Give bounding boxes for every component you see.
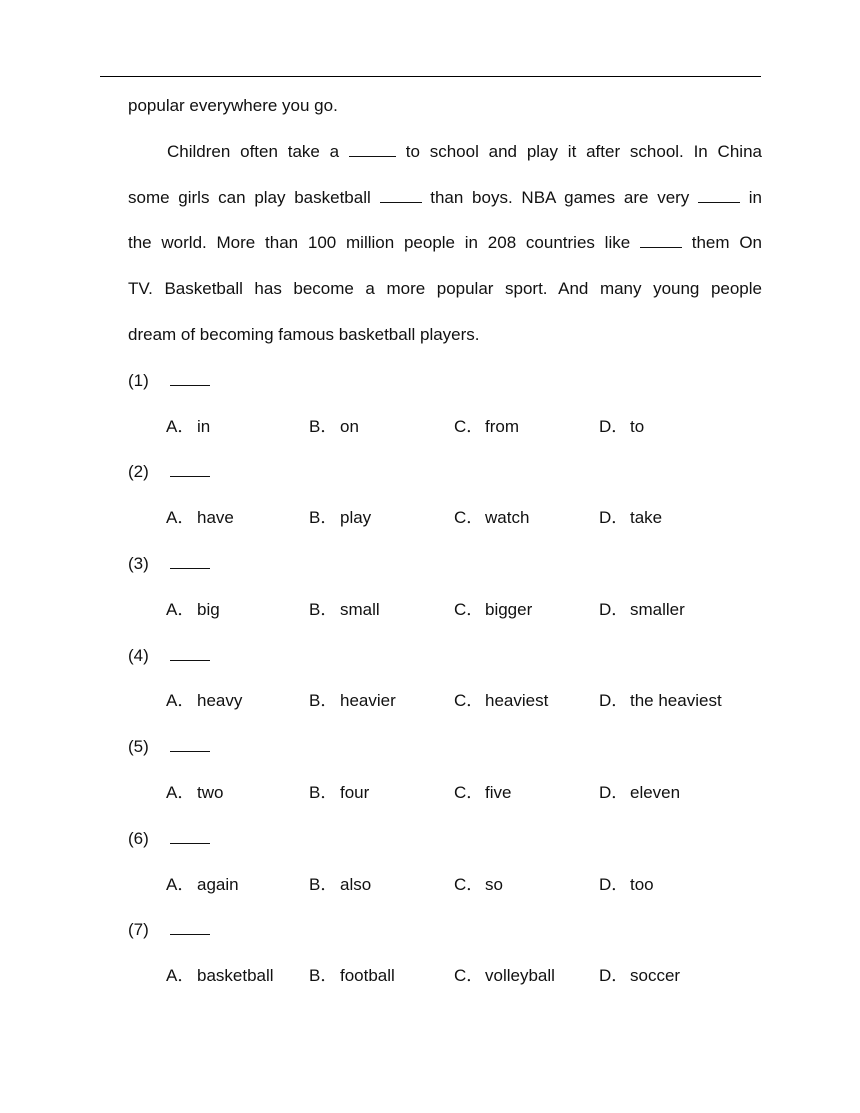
option-letter: B． <box>309 508 338 528</box>
option-a[interactable] <box>166 953 274 999</box>
option-letter: D． <box>599 599 629 619</box>
option-text: basketball <box>197 966 274 986</box>
passage-text: popular everywhere you go. <box>128 96 338 115</box>
header-rule <box>100 76 761 77</box>
passage-text: TV. Basketball has become a more popular sport. And many young people <box>128 279 762 299</box>
passage-line-1 <box>128 129 762 175</box>
question-blank <box>170 919 210 935</box>
option-text: volleyball <box>485 966 555 986</box>
option-text: two <box>197 782 224 802</box>
option-d[interactable] <box>599 953 680 999</box>
question-5 <box>128 724 762 770</box>
passage-text: than boys. NBA games are very <box>430 187 690 207</box>
option-letter: A． <box>166 966 195 986</box>
option-text: football <box>340 966 395 986</box>
option-letter: A． <box>166 874 195 894</box>
passage-line-2 <box>128 175 762 221</box>
passage-text: Children often take a <box>167 141 340 161</box>
passage-text: dream of becoming famous basketball players. <box>128 324 480 344</box>
option-a[interactable] <box>166 862 239 908</box>
option-letter: A． <box>166 691 195 711</box>
passage-text: to school and play it after school. In China <box>405 141 762 161</box>
option-a[interactable] <box>166 404 210 450</box>
passage-line-0 <box>128 83 762 129</box>
option-letter: D． <box>599 782 629 802</box>
option-text: again <box>197 874 239 894</box>
option-text: heaviest <box>485 691 549 711</box>
option-c[interactable] <box>454 495 529 541</box>
option-letter: B． <box>309 782 338 802</box>
question-6 <box>128 816 762 862</box>
question-number: (6) <box>128 828 149 848</box>
option-b[interactable] <box>309 770 369 816</box>
option-b[interactable] <box>309 953 395 999</box>
option-text: the heaviest <box>630 691 722 711</box>
passage-line-5 <box>128 312 762 358</box>
question-blank <box>170 370 210 386</box>
question-blank <box>170 736 210 752</box>
option-text: from <box>485 416 519 436</box>
option-text: eleven <box>630 782 681 802</box>
option-c[interactable] <box>454 404 519 450</box>
question-3 <box>128 541 762 587</box>
option-a[interactable] <box>166 678 242 724</box>
option-letter: B． <box>309 966 338 986</box>
question-number: (3) <box>128 553 149 573</box>
option-text: too <box>630 874 654 894</box>
option-letter: A． <box>166 599 195 619</box>
option-a[interactable] <box>166 587 220 633</box>
option-letter: C． <box>454 599 484 619</box>
answer-blank-1 <box>349 141 396 157</box>
option-letter: D． <box>599 874 629 894</box>
option-b[interactable] <box>309 404 359 450</box>
question-7-options <box>128 953 762 999</box>
question-4-options <box>128 678 762 724</box>
answer-blank-3 <box>698 187 740 203</box>
option-letter: C． <box>454 416 484 436</box>
option-d[interactable] <box>599 404 644 450</box>
option-letter: D． <box>599 691 629 711</box>
option-text: play <box>340 508 372 528</box>
answer-blank-2 <box>380 187 422 203</box>
question-number: (1) <box>128 370 149 390</box>
question-7 <box>128 907 762 953</box>
option-text: bigger <box>485 599 533 619</box>
option-b[interactable] <box>309 678 396 724</box>
option-a[interactable] <box>166 495 234 541</box>
option-letter: B． <box>309 874 338 894</box>
question-number: (5) <box>128 737 149 757</box>
option-text: smaller <box>630 599 685 619</box>
question-4 <box>128 633 762 679</box>
option-b[interactable] <box>309 862 371 908</box>
option-letter: C． <box>454 691 484 711</box>
option-text: so <box>485 874 503 894</box>
option-d[interactable] <box>599 495 662 541</box>
question-blank <box>170 645 210 661</box>
answer-blank-4 <box>640 232 682 248</box>
passage-line-4 <box>128 266 762 312</box>
option-letter: C． <box>454 874 484 894</box>
question-blank <box>170 461 210 477</box>
question-2 <box>128 449 762 495</box>
option-text: big <box>197 599 220 619</box>
option-letter: B． <box>309 691 338 711</box>
option-text: in <box>197 416 211 436</box>
option-text: small <box>340 599 380 619</box>
option-text: to <box>630 416 645 436</box>
option-text: on <box>340 416 359 436</box>
option-text: soccer <box>630 966 681 986</box>
question-2-options <box>128 495 762 541</box>
option-letter: D． <box>599 966 629 986</box>
option-a[interactable] <box>166 770 223 816</box>
option-b[interactable] <box>309 587 380 633</box>
option-text: have <box>197 508 234 528</box>
option-text: heavy <box>197 691 243 711</box>
passage-text: them On <box>691 233 762 253</box>
passage-text: the world. More than 100 million people in 208 countries like <box>128 233 631 253</box>
option-text: take <box>630 508 663 528</box>
question-number: (2) <box>128 462 149 482</box>
option-c[interactable] <box>454 587 532 633</box>
option-c[interactable] <box>454 770 511 816</box>
option-letter: A． <box>166 416 195 436</box>
question-1 <box>128 358 762 404</box>
option-c[interactable] <box>454 862 503 908</box>
option-letter: D． <box>599 416 629 436</box>
option-text: four <box>340 782 370 802</box>
option-letter: B． <box>309 416 338 436</box>
option-text: also <box>340 874 372 894</box>
question-blank <box>170 553 210 569</box>
question-3-options <box>128 587 762 633</box>
option-letter: A． <box>166 782 195 802</box>
option-b[interactable] <box>309 495 371 541</box>
option-text: watch <box>485 508 530 528</box>
option-letter: B． <box>309 599 338 619</box>
option-c[interactable] <box>454 678 548 724</box>
document-body <box>128 83 762 999</box>
option-text: heavier <box>340 691 396 711</box>
passage-text: in <box>748 187 763 207</box>
question-number: (7) <box>128 920 149 940</box>
question-number: (4) <box>128 645 149 665</box>
option-d[interactable] <box>599 862 654 908</box>
question-blank <box>170 828 210 844</box>
question-1-options <box>128 404 762 450</box>
option-c[interactable] <box>454 953 555 999</box>
option-text: five <box>485 782 512 802</box>
option-d[interactable] <box>599 770 680 816</box>
option-d[interactable] <box>599 678 722 724</box>
option-letter: D． <box>599 508 629 528</box>
option-letter: C． <box>454 782 484 802</box>
question-5-options <box>128 770 762 816</box>
option-d[interactable] <box>599 587 685 633</box>
option-letter: C． <box>454 508 484 528</box>
passage-line-3 <box>128 220 762 266</box>
option-letter: A． <box>166 508 195 528</box>
question-6-options <box>128 862 762 908</box>
option-letter: C． <box>454 966 484 986</box>
passage-text: some girls can play basketball <box>128 187 371 207</box>
